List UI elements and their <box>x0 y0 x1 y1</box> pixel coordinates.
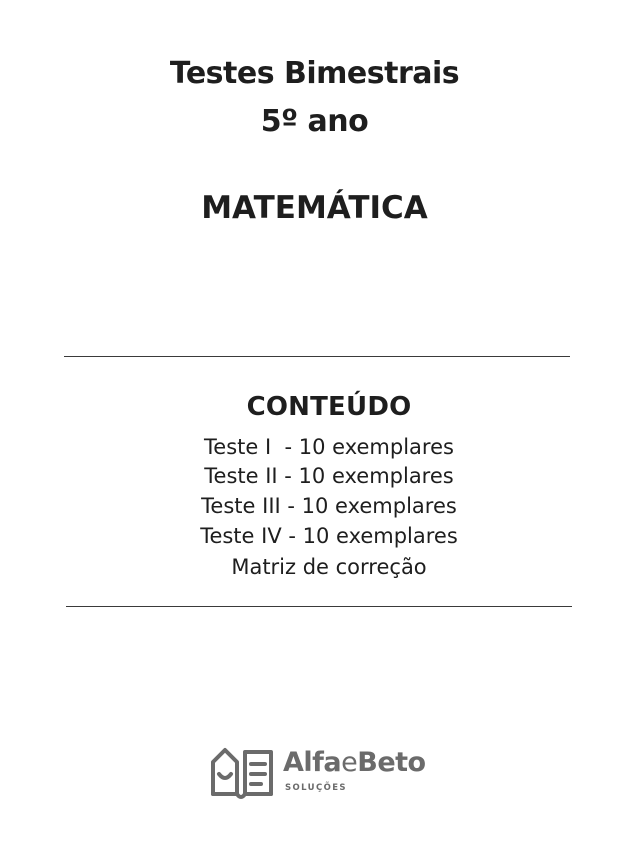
logo-tagline: SOLUÇÕES <box>285 783 347 793</box>
logo-wordmark <box>283 746 426 780</box>
alfaebeto-logo <box>209 742 431 802</box>
top-divider <box>64 356 570 357</box>
bottom-divider <box>66 606 572 607</box>
contents-item-teste-2: Teste II - 10 exemplares <box>204 464 454 488</box>
open-book-icon <box>209 744 277 802</box>
logo-wordmark-e: e <box>341 747 358 778</box>
subject-heading: MATEMÁTICA <box>201 190 428 226</box>
contents-heading: CONTEÚDO <box>246 392 412 422</box>
contents-item-teste-4: Teste IV - 10 exemplares <box>200 524 458 548</box>
contents-item-teste-1: Teste I - 10 exemplares <box>204 435 454 459</box>
contents-item-teste-3: Teste III - 10 exemplares <box>201 494 457 518</box>
logo-wordmark-alfa: Alfa <box>283 747 342 778</box>
logo-wordmark-beto: Beto <box>357 747 426 778</box>
document-title: Testes Bimestrais <box>169 56 460 91</box>
contents-item-matriz: Matriz de correção <box>231 555 427 579</box>
grade-label: 5º ano <box>260 104 369 139</box>
